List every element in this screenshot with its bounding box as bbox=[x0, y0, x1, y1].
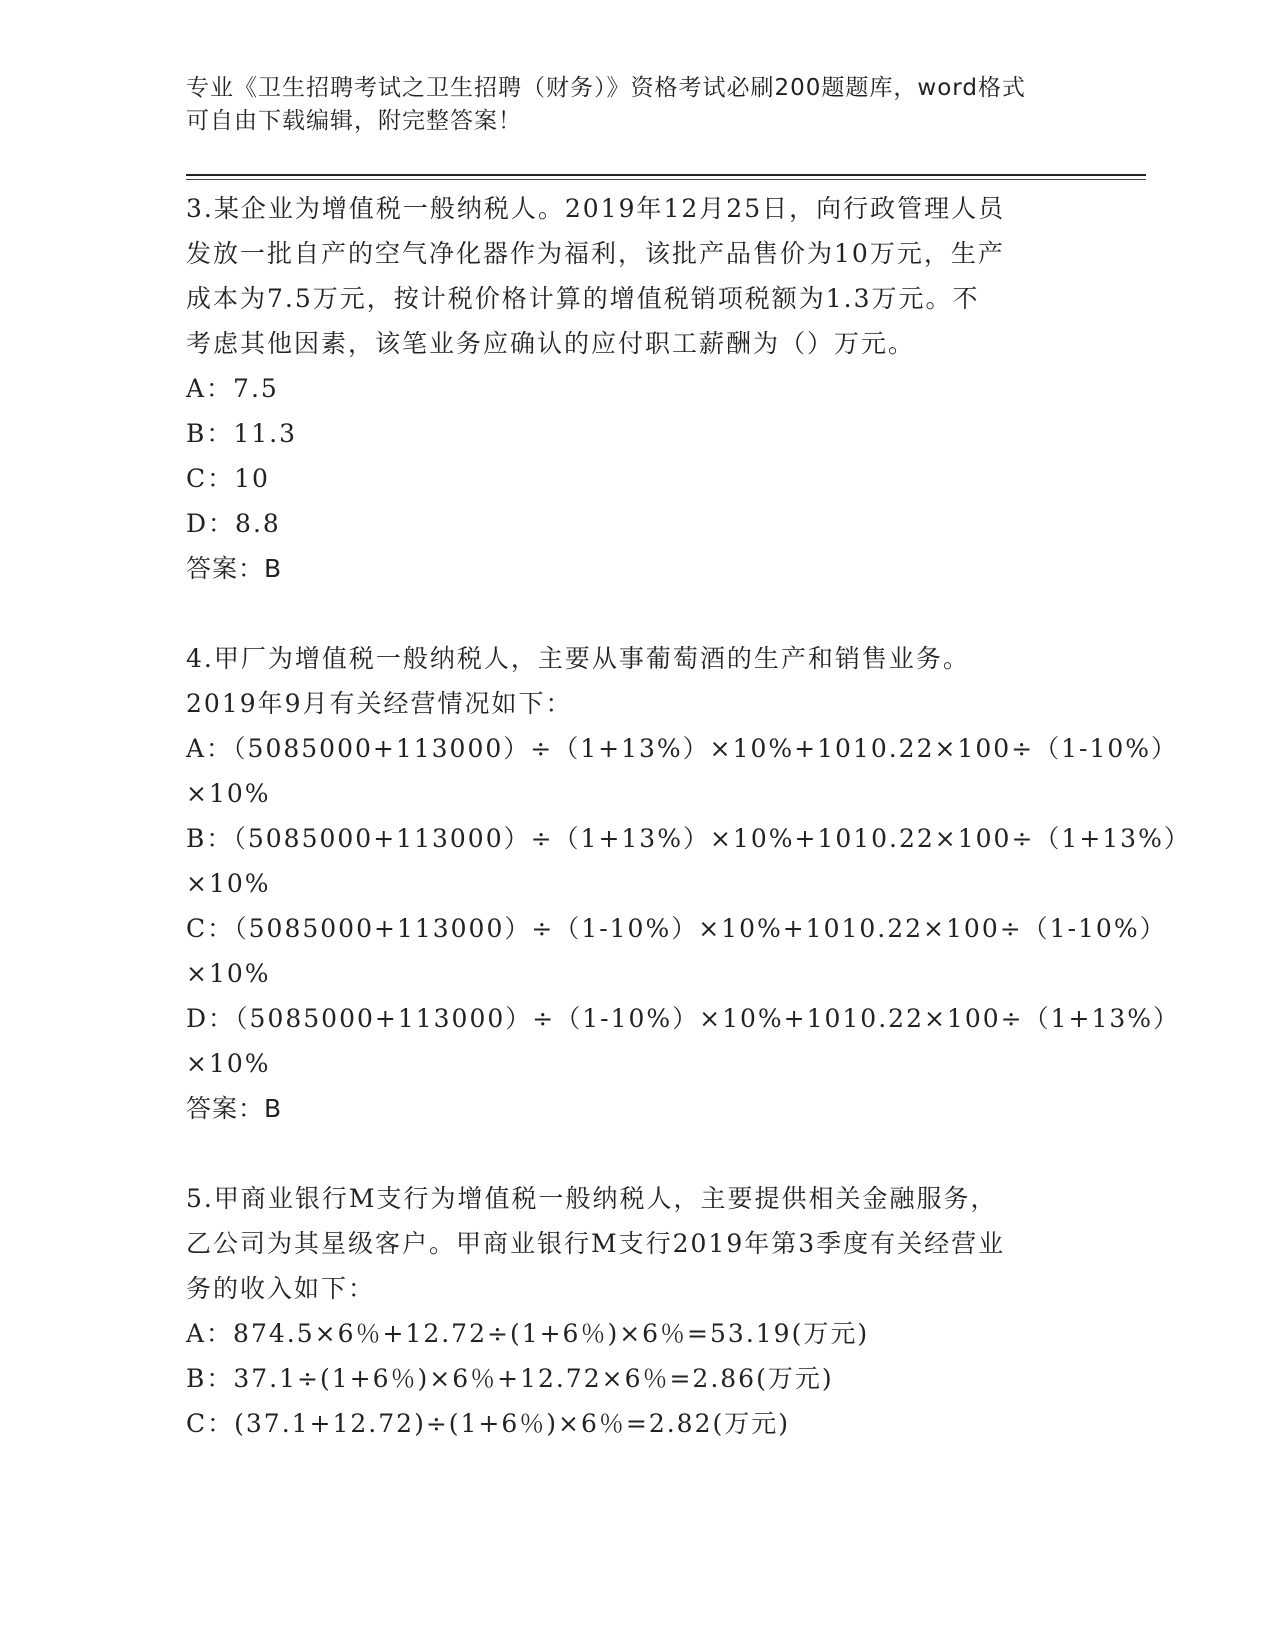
question-stem-line: 2019年9月有关经营情况如下： bbox=[186, 689, 573, 718]
question-stem-line: 成本为7.5万元，按计税价格计算的增值税销项税额为1.3万元。不 bbox=[186, 284, 980, 313]
option-line: C：(37.1+12.72)÷(1+6％)×6％=2.82(万元) bbox=[186, 1409, 791, 1438]
option-line: B：11.3 bbox=[186, 419, 298, 448]
question-block bbox=[186, 1176, 1086, 1446]
option-line: B：（5085000+113000）÷（1+13%）×10%+1010.22×100÷（1+13%） bbox=[186, 824, 1191, 853]
question-list bbox=[186, 186, 1191, 1446]
option-line: C：10 bbox=[186, 464, 270, 493]
option-line: A：874.5×6％+12.72÷(1+6％)×6％=53.19(万元) bbox=[186, 1319, 870, 1348]
question-spacer bbox=[186, 591, 1086, 636]
document-header bbox=[186, 72, 1066, 138]
question-stem-line: 3.某企业为增值税一般纳税人。2019年12月25日，向行政管理人员 bbox=[186, 194, 1006, 223]
question-stem-line: 5.甲商业银行M支行为增值税一般纳税人，主要提供相关金融服务， bbox=[186, 1184, 998, 1213]
option-line: D：（5085000+113000）÷（1-10%）×10%+1010.22×100÷（1+13%） bbox=[186, 1004, 1181, 1033]
option-line: ×10% bbox=[186, 869, 271, 898]
answer-line: 答案：B bbox=[186, 554, 283, 583]
question-stem-line: 乙公司为其星级客户。甲商业银行M支行2019年第3季度有关经营业 bbox=[186, 1229, 1006, 1258]
option-line: ×10% bbox=[186, 1049, 271, 1078]
question-stem-line: 务的收入如下： bbox=[186, 1274, 376, 1303]
option-line: C：（5085000+113000）÷（1-10%）×10%+1010.22×100÷（1-10%） bbox=[186, 914, 1167, 943]
option-line: A：7.5 bbox=[186, 374, 279, 403]
header-line-1: 专业《卫生招聘考试之卫生招聘（财务）》资格考试必刷200题题库，word格式 bbox=[186, 75, 1026, 101]
question-stem-line: 4.甲厂为增值税一般纳税人，主要从事葡萄酒的生产和销售业务。 bbox=[186, 644, 970, 673]
question-block bbox=[186, 636, 1191, 1176]
header-divider-thick bbox=[186, 174, 1146, 176]
header-line-2: 可自由下载编辑，附完整答案！ bbox=[186, 108, 522, 134]
question-stem-line: 发放一批自产的空气净化器作为福利，该批产品售价为10万元，生产 bbox=[186, 239, 1005, 268]
question-block bbox=[186, 186, 1086, 636]
option-line: A：（5085000+113000）÷（1+13%）×10%+1010.22×100÷（1-10%） bbox=[186, 734, 1179, 763]
question-spacer bbox=[186, 1131, 1086, 1176]
header-divider-thin bbox=[186, 179, 1146, 180]
option-line: ×10% bbox=[186, 779, 271, 808]
option-line: ×10% bbox=[186, 959, 271, 988]
question-stem-line: 考虑其他因素，该笔业务应确认的应付职工薪酬为（）万元。 bbox=[186, 329, 916, 358]
option-line: B：37.1÷(1+6％)×6％+12.72×6％=2.86(万元) bbox=[186, 1364, 834, 1393]
option-line: D：8.8 bbox=[186, 509, 281, 538]
answer-line: 答案：B bbox=[186, 1094, 283, 1123]
